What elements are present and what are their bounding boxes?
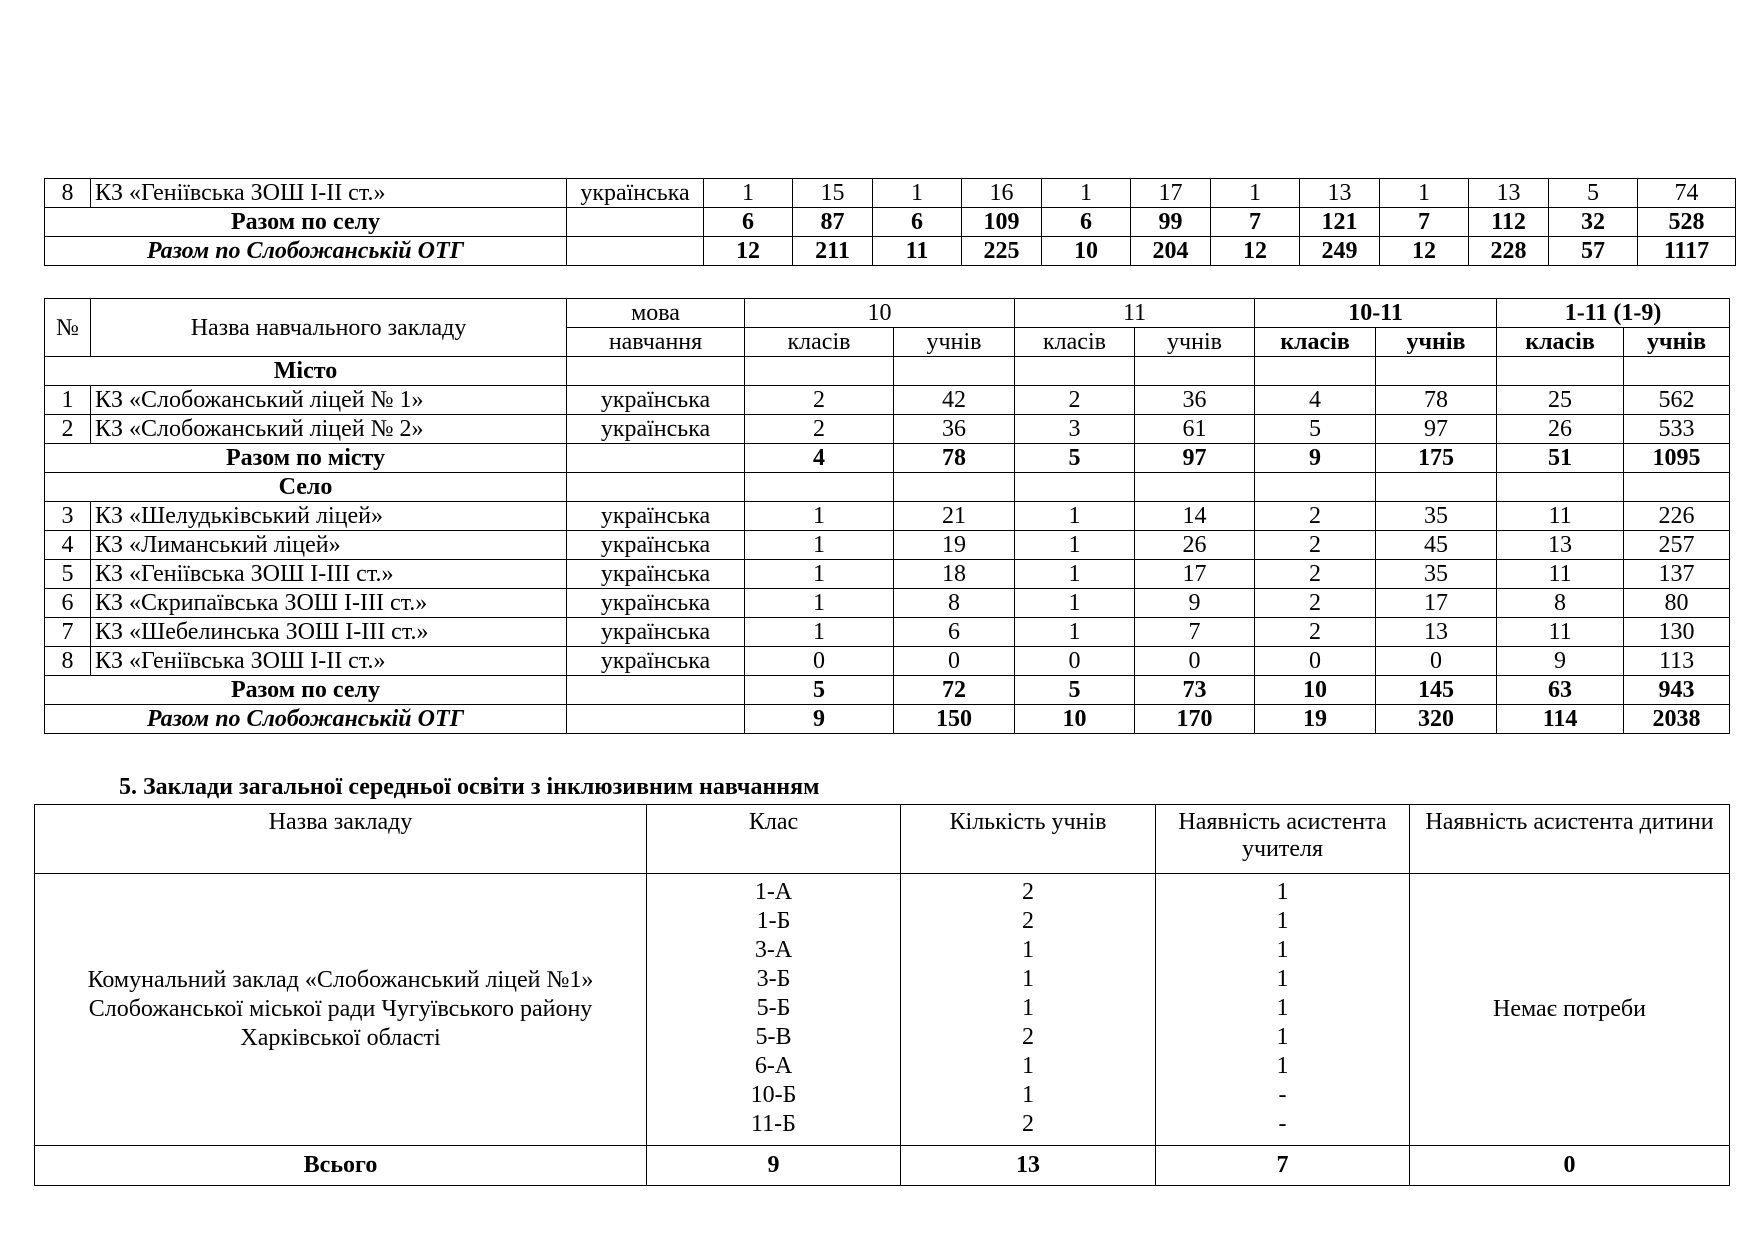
cell: 10 [1015,705,1135,734]
empty-cell [567,444,745,473]
total-row [35,1146,1730,1186]
table-row [45,618,1730,647]
total-label: Разом по Слобожанській ОТГ [45,705,567,734]
row-number: 5 [45,560,91,589]
table-row [45,531,1730,560]
empty-cell [567,705,745,734]
subheader-students: учнів [894,328,1015,357]
cell: 9 [1135,589,1255,618]
table-row [45,502,1730,531]
total-label: Разом по селу [45,208,567,237]
cell: 0 [1015,647,1135,676]
cell: 533 [1624,415,1730,444]
section-label: Село [45,473,567,502]
cell: 150 [894,705,1015,734]
list-item: 2 [1022,1111,1034,1137]
cell: 9 [1255,444,1376,473]
row-number: 6 [45,589,91,618]
cell: 1 [1015,589,1135,618]
list-item: - [1278,1082,1287,1108]
cell: 211 [793,237,873,266]
cell: 175 [1376,444,1497,473]
cell: 19 [1255,705,1376,734]
cell: 5 [1549,179,1638,208]
cell: 121 [1300,208,1380,237]
row-number: 8 [45,179,91,208]
header-row [45,299,1730,328]
language: українська [567,415,745,444]
cell: 2038 [1624,705,1730,734]
institution-name: КЗ «Шелудьківський ліцей» [91,502,567,531]
cell: 109 [962,208,1042,237]
list-item: 1 [1022,966,1034,992]
cell: 42 [894,386,1015,415]
cell: 6 [1042,208,1131,237]
cell: 11 [1497,618,1624,647]
total-label: Всього [35,1146,647,1186]
cell: 3 [1015,415,1135,444]
cell: 2 [745,386,894,415]
row-number: 3 [45,502,91,531]
cell: 9 [745,705,894,734]
language: українська [567,179,704,208]
cell: 72 [894,676,1015,705]
row-number: 7 [45,618,91,647]
cell: 13 [1300,179,1380,208]
cell: 26 [1497,415,1624,444]
table-row [45,179,1736,208]
language: українська [567,386,745,415]
total-label: Разом по селу [45,676,567,705]
cell: 228 [1469,237,1549,266]
list-item: 1 [1276,966,1289,992]
cell: 45 [1376,531,1497,560]
header-name: Назва навчального закладу [91,299,567,357]
header-child-assistant: Наявність асистента дитини [1410,805,1730,874]
cell: 225 [962,237,1042,266]
cell: 0 [894,647,1015,676]
cell: 1 [745,502,894,531]
list-item: 1 [1276,1053,1289,1079]
subheader-students: учнів [1135,328,1255,357]
cell: 1 [1015,502,1135,531]
cell: 114 [1497,705,1624,734]
list-item: 10-Б [750,1082,797,1108]
header-language: мова [567,299,745,328]
header-institution: Назва закладу [35,805,647,874]
cell: 80 [1624,589,1730,618]
cell: 13 [1497,531,1624,560]
list-item: 2 [1022,908,1034,934]
cell: 249 [1300,237,1380,266]
cell: 2 [1255,618,1376,647]
cell: 1 [1015,531,1135,560]
cell: 97 [1376,415,1497,444]
total-label: Разом по місту [45,444,567,473]
list-item: 5-В [755,1024,792,1050]
institution-line: Харківської області [240,1025,441,1051]
institution-line: Комунальний заклад «Слобожанський ліцей №1» [87,967,594,993]
institution-name: КЗ «Слобожанський ліцей № 2» [91,415,567,444]
cell: 0 [1255,647,1376,676]
cell: 170 [1135,705,1255,734]
cell: 10 [1042,237,1131,266]
cell: 1 [1211,179,1300,208]
cell: 1117 [1638,237,1736,266]
header-row [35,805,1730,874]
institution-name: КЗ «Геніївська ЗОШ І-ІІ ст.» [91,179,567,208]
table-row [45,589,1730,618]
header-teacher-assistant [1156,805,1410,874]
cell: 137 [1624,560,1730,589]
list-item: 1 [1276,1024,1289,1050]
cell: 5 [1255,415,1376,444]
cell: 1 [1380,179,1469,208]
list-item: 3-А [754,937,793,963]
cell: 16 [962,179,1042,208]
section-row-city [45,357,1730,386]
cell: 17 [1135,560,1255,589]
cell: 2 [1255,502,1376,531]
cell: 2 [1015,386,1135,415]
cell: 4 [745,444,894,473]
list-item: 1 [1022,995,1034,1021]
empty-cell [567,208,704,237]
cell: 25 [1497,386,1624,415]
cell: 562 [1624,386,1730,415]
institution-name [35,874,647,1146]
header-class: Клас [647,805,901,874]
cell: 7 [1135,618,1255,647]
row-number: 1 [45,386,91,415]
header-grade-1-11: 1-11 (1-9) [1497,299,1730,328]
cell: 8 [1497,589,1624,618]
cell: 5 [745,676,894,705]
cell: 2 [1255,531,1376,560]
institution-name: КЗ «Слобожанський ліцей № 1» [91,386,567,415]
list-item: - [1278,1111,1287,1137]
table-row [45,415,1730,444]
cell: 1 [745,531,894,560]
row-number: 4 [45,531,91,560]
cell: 11 [1497,502,1624,531]
list-item: 2 [1022,879,1034,905]
subheader-classes: класів [1255,328,1376,357]
cell: 6 [894,618,1015,647]
cell: 32 [1549,208,1638,237]
cell: 13 [1469,179,1549,208]
header-teacher-assistant-line1: Наявність асистента [1178,809,1387,835]
cell: 18 [894,560,1015,589]
total-row-otg [45,705,1730,734]
table-inclusive-education [34,804,1730,1186]
cell: 1 [745,589,894,618]
cell: 26 [1135,531,1255,560]
total-row-otg [45,237,1736,266]
section-heading: 5. Заклади загальної середньої освіти з інклюзивним навчанням [119,774,820,800]
cell: 1 [745,560,894,589]
header-grade-11: 11 [1015,299,1255,328]
subheader-students: учнів [1624,328,1730,357]
cell: 36 [894,415,1015,444]
cell: 943 [1624,676,1730,705]
list-item: 1-А [754,879,793,905]
child-assistant-value: Немає потреби [1410,874,1730,1146]
cell: 4 [1255,386,1376,415]
cell: 5 [1015,676,1135,705]
table-row [35,874,1730,1146]
cell: 19 [894,531,1015,560]
cell: 1095 [1624,444,1730,473]
cell: 17 [1376,589,1497,618]
cell: 1 [1042,179,1131,208]
cell: 51 [1497,444,1624,473]
header-grade-10-11: 10-11 [1255,299,1497,328]
cell: 21 [894,502,1015,531]
cell: 1 [704,179,793,208]
total-row-city [45,444,1730,473]
language: українська [567,647,745,676]
total-row-village [45,676,1730,705]
table-row [45,560,1730,589]
language: українська [567,618,745,647]
table-row [45,386,1730,415]
cell: 9 [1497,647,1624,676]
cell: 528 [1638,208,1736,237]
table-continuation [44,178,1736,266]
cell: 112 [1469,208,1549,237]
list-item: 1 [1022,1082,1034,1108]
cell: 61 [1135,415,1255,444]
list-item: 1 [1022,1053,1034,1079]
cell: 10 [1255,676,1376,705]
cell: 35 [1376,560,1497,589]
students-list [901,874,1156,1146]
cell: 15 [793,179,873,208]
total-child-assistant: 0 [1410,1146,1730,1186]
subheader-classes: класів [1497,328,1624,357]
header-teacher-assistant-line2: учителя [1241,836,1324,862]
cell: 12 [704,237,793,266]
list-item: 3-Б [756,966,791,992]
cell: 87 [793,208,873,237]
language: українська [567,502,745,531]
cell: 1 [873,179,962,208]
teacher-assistant-list [1156,874,1410,1146]
cell: 36 [1135,386,1255,415]
section-label: Місто [45,357,567,386]
list-item: 6-А [754,1053,793,1079]
cell: 7 [1380,208,1469,237]
cell: 12 [1211,237,1300,266]
cell: 97 [1135,444,1255,473]
cell: 145 [1376,676,1497,705]
list-item: 1 [1276,908,1289,934]
cell: 11 [873,237,962,266]
cell: 130 [1624,618,1730,647]
total-label: Разом по Слобожанській ОТГ [45,237,567,266]
cell: 7 [1211,208,1300,237]
cell: 99 [1131,208,1211,237]
cell: 6 [704,208,793,237]
language: українська [567,531,745,560]
section-row-village [45,473,1730,502]
table-grades-10-11 [44,298,1730,734]
cell: 74 [1638,179,1736,208]
cell: 11 [1497,560,1624,589]
cell: 5 [1015,444,1135,473]
total-classes: 9 [647,1146,901,1186]
cell: 78 [894,444,1015,473]
institution-name: КЗ «Геніївська ЗОШ І-ІІ ст.» [91,647,567,676]
cell: 13 [1376,618,1497,647]
cell: 35 [1376,502,1497,531]
total-students: 13 [901,1146,1156,1186]
institution-name: КЗ «Скрипаївська ЗОШ І-ІІІ ст.» [91,589,567,618]
cell: 226 [1624,502,1730,531]
cell: 63 [1497,676,1624,705]
language: українська [567,560,745,589]
empty-cell [567,676,745,705]
cell: 257 [1624,531,1730,560]
cell: 1 [1015,560,1135,589]
empty-cell [567,237,704,266]
cell: 2 [1255,589,1376,618]
cell: 1 [745,618,894,647]
subheader-classes: класів [745,328,894,357]
institution-name: КЗ «Геніївська ЗОШ І-ІІІ ст.» [91,560,567,589]
subheader-students: учнів [1376,328,1497,357]
list-item: 2 [1022,1024,1034,1050]
cell: 6 [873,208,962,237]
class-list [647,874,901,1146]
cell: 12 [1380,237,1469,266]
cell: 73 [1135,676,1255,705]
institution-name: КЗ «Лиманський ліцей» [91,531,567,560]
cell: 8 [894,589,1015,618]
cell: 14 [1135,502,1255,531]
row-number: 8 [45,647,91,676]
total-row-village [45,208,1736,237]
table-row [45,647,1730,676]
cell: 57 [1549,237,1638,266]
cell: 17 [1131,179,1211,208]
header-language-2: навчання [567,328,745,357]
cell: 320 [1376,705,1497,734]
cell: 1 [1015,618,1135,647]
list-item: 11-Б [751,1111,796,1137]
list-item: 1 [1276,995,1289,1021]
total-teacher-assistant: 7 [1156,1146,1410,1186]
header-students: Кількість учнів [901,805,1156,874]
list-item: 1-Б [756,908,791,934]
cell: 2 [1255,560,1376,589]
language: українська [567,589,745,618]
cell: 0 [745,647,894,676]
cell: 0 [1376,647,1497,676]
list-item: 1 [1276,937,1289,963]
subheader-classes: класів [1015,328,1135,357]
cell: 78 [1376,386,1497,415]
list-item: 5-Б [756,995,791,1021]
cell: 113 [1624,647,1730,676]
institution-line: Слобожанської міської ради Чугуївського району [88,996,593,1022]
list-item: 1 [1022,937,1034,963]
list-item: 1 [1276,879,1289,905]
row-number: 2 [45,415,91,444]
header-grade-10: 10 [745,299,1015,328]
cell: 0 [1135,647,1255,676]
header-number: № [45,299,91,357]
cell: 2 [745,415,894,444]
institution-name: КЗ «Шебелинська ЗОШ І-ІІІ ст.» [91,618,567,647]
cell: 204 [1131,237,1211,266]
